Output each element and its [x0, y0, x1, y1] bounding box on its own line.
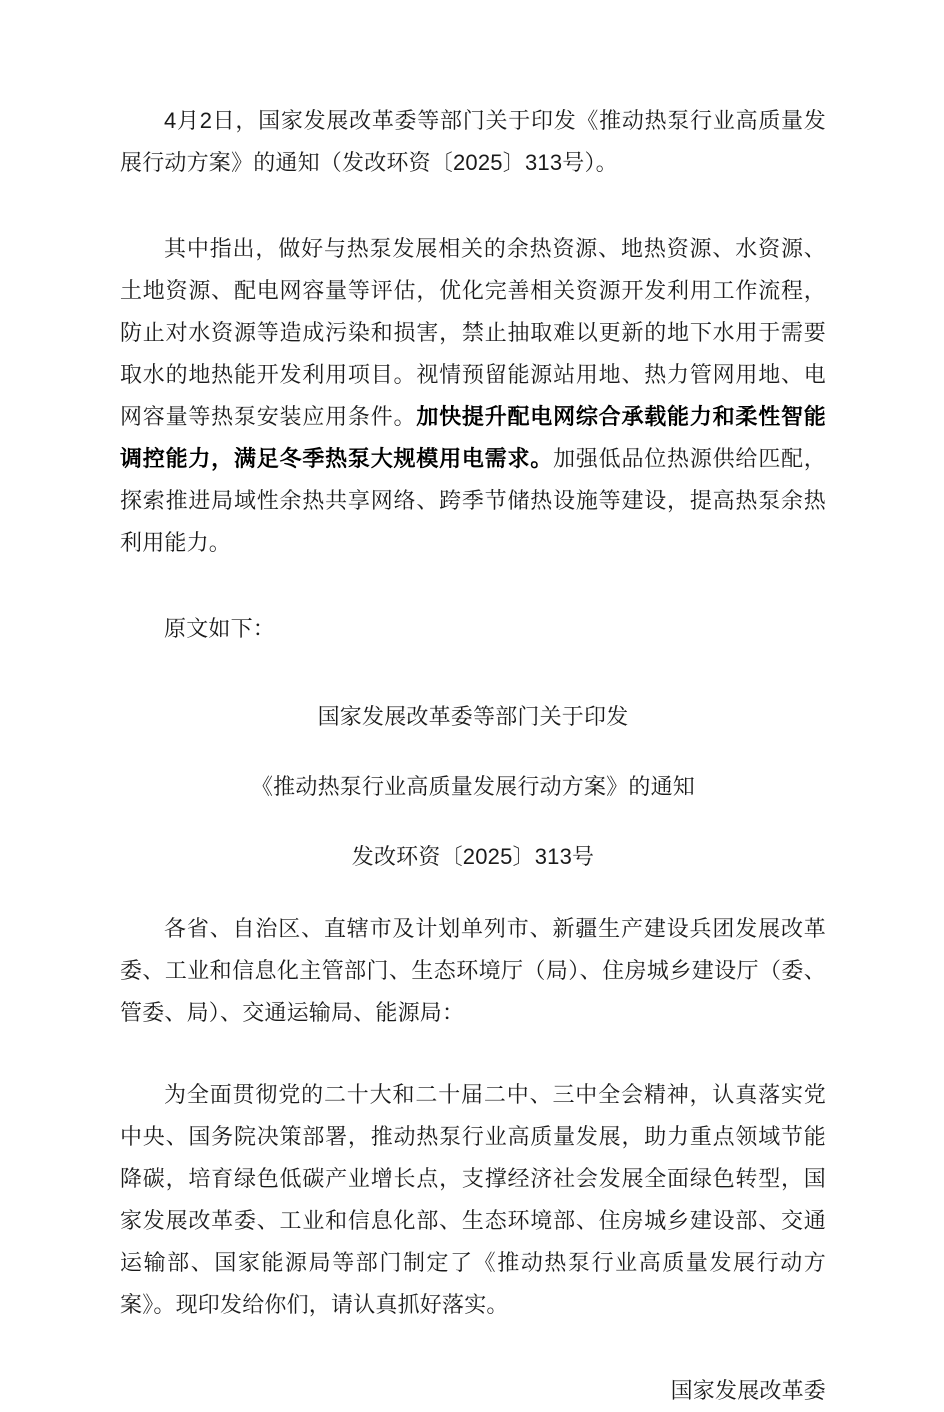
- title-spacer: [120, 738, 826, 766]
- document-body: [120, 100, 826, 1412]
- paragraph-spacer: [120, 184, 826, 228]
- section-spacer: [120, 878, 826, 908]
- summary-paragraph: [120, 228, 826, 564]
- title-spacer: [120, 650, 826, 696]
- title-spacer: [120, 808, 826, 836]
- intro-paragraph: 4月2日，国家发展改革委等部门关于印发《推动热泵行业高质量发展行动方案》的通知（发改环资〔2025〕313号）。: [120, 108, 826, 175]
- body-paragraph: 为全面贯彻党的二十大和二十届二中、三中全会精神，认真落实党中央、国务院决策部署，推动热泵行业高质量发展，助力重点领域节能降碳，培育绿色低碳产业增长点，支撑经济社会发展全面绿色转型，国家发展改革委、工业和信息化部、生态环境部、住房城乡建设部、交通运输部、国家能源局等部门制定了《推动热泵行业高质量发展行动方案》。现印发给你们，请认真抓好落实。: [120, 1082, 826, 1317]
- original-text-label: 原文如下：: [164, 616, 276, 641]
- summary-emphasis-text: 加快提升配电网综合承载能力和柔性智能调控能力，满足冬季热泵大规模用电需求。: [120, 404, 826, 471]
- summary-tail-text: 加强低品位热源供给匹配，探索推进局域性余热共享网络、跨季节储热设施等建设，提高热泵余热利用能力。: [120, 446, 826, 555]
- document-number: 发改环资〔2025〕313号: [351, 844, 595, 869]
- document-title-line-2: 《推动热泵行业高质量发展行动方案》的通知: [250, 774, 695, 799]
- issuing-authority-signature: 国家发展改革委: [670, 1378, 826, 1403]
- document-title-line-1: 国家发展改革委等部门关于印发: [317, 704, 629, 729]
- paragraph-spacer: [120, 1034, 826, 1074]
- summary-lead-text: 其中指出，做好与热泵发展相关的余热资源、地热资源、水资源、土地资源、配电网容量等评估，优化完善相关资源开发利用工作流程，防止对水资源等造成污染和损害，禁止抽取难以更新的地下水用于需要取水的地热能开发利用项目。视情预留能源站用地、热力管网用地、电网容量等热泵安装应用条件。: [120, 236, 826, 429]
- signature-spacer: [120, 1326, 826, 1370]
- recipients-paragraph: 各省、自治区、直辖市及计划单列市、新疆生产建设兵团发展改革委、工业和信息化主管部门、生态环境厅（局）、住房城乡建设厅（委、管委、局）、交通运输局、能源局：: [120, 916, 826, 1025]
- paragraph-spacer: [120, 564, 826, 608]
